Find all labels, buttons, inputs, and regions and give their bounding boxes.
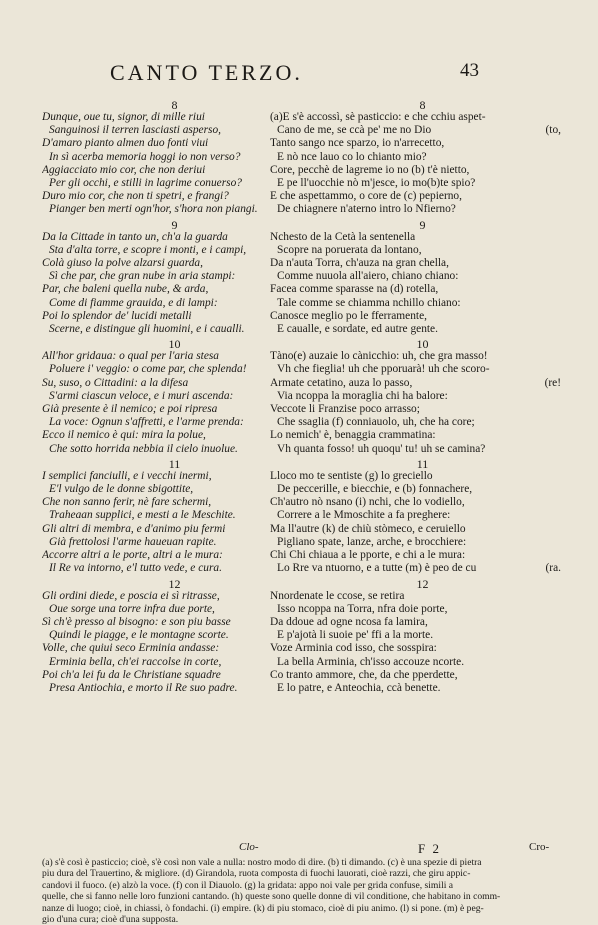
verse-line: Poluere i' veggio: o come par, che splenda!: [49, 363, 247, 376]
verse-line: Quindi le piagge, e le montagne scorte.: [49, 629, 229, 642]
page-number: 43: [460, 60, 479, 81]
verse-line: Duro mio cor, che non ti spetri, e frangi?: [42, 190, 229, 203]
verse-text: Canosce meglio po le fferramente,: [270, 309, 427, 322]
footnote-line: gio d'una cura; cioè d'una supposta.: [42, 914, 179, 925]
stanza: [270, 217, 565, 337]
verse-line: I semplici fanciulli, e i vecchi inermi,: [42, 469, 212, 482]
stanza: [270, 100, 565, 217]
verse-text: E nò nce lauo co lo chianto mio?: [277, 150, 427, 163]
stanza: [42, 339, 277, 456]
verse-line: Sì che par, che gran nube in aria stampi:: [49, 270, 236, 283]
verse-text: Lo nemich' è, benaggia crammatina:: [270, 429, 436, 442]
running-title: CANTO TERZO.: [110, 60, 303, 85]
verse-line: [270, 669, 565, 682]
verse-text: E caualle, e sordate, ed autre gente.: [277, 323, 438, 336]
verse-line: [270, 603, 565, 616]
verse-line: [270, 590, 565, 603]
verse-line: Già presente è il nemico; e poi ripresa: [42, 403, 218, 416]
verse-line: [270, 562, 565, 575]
footnote-line: nanze di luogo; cioè, in chiassi, ò fondachi. (i) empire. (k) di piu stomaco, cioè di piu animo. (l) si pone. (m) è peg-: [42, 902, 484, 914]
verse-line: Che non sanno ferir, nè fare schermi,: [42, 496, 212, 509]
verse-line: Presa Antiochia, e morto il Re suo padre.: [49, 681, 238, 694]
verse-line: [270, 377, 565, 390]
verse-line: Come di fiamme grauida, e di lampi:: [49, 296, 218, 309]
stanza-number: 11: [416, 456, 429, 471]
verse-text: Facea comme sparasse na (d) rotella,: [270, 283, 439, 296]
stanza: [42, 217, 277, 337]
verse-text: E che aspettammo, o core de (c) pepierno,: [270, 190, 462, 203]
footnote-line: candovi il fuoco. (e) alzò la voce. (f) con il Diauolo. (g) la gridata: appo noi vale per grida confuse, simili a: [42, 879, 454, 891]
verse-line: [270, 629, 565, 642]
verse-line: Sanguinosi il terren lasciasti asperso,: [49, 124, 222, 137]
stanza-number: 10: [168, 337, 181, 352]
verse-line: [270, 231, 565, 244]
stanza-number: 8: [171, 98, 178, 112]
verse-line: [270, 682, 565, 695]
verse-line: [270, 244, 565, 257]
stanza: [270, 576, 565, 696]
stanza: [42, 576, 277, 696]
verse-text: Nnordenate le ccose, se retira: [270, 589, 405, 602]
verse-line: Erminia bella, ch'ei raccolse in corte,: [49, 655, 222, 668]
verse-line: [270, 297, 565, 310]
catchword-left: Clo-: [239, 841, 259, 853]
stanza-number: 11: [168, 456, 181, 471]
verse-line: [270, 323, 565, 336]
verse-line: [270, 350, 565, 363]
verse-line: Ecco il nemico è qui: mira la polue,: [42, 429, 206, 442]
neapolitan-column: [270, 100, 565, 698]
verse-text: La bella Arminia, ch'isso accouze ncorte.: [277, 655, 465, 668]
signature-mark: F 2: [418, 841, 441, 856]
verse-line: [270, 390, 565, 403]
verse-line: [270, 177, 565, 190]
footnote-line: (a) s'è così è pasticcio; cioè, s'è così non vale a nulla: nostro modo di dire. (b) ti dimando. (c) è una spezie di pietra: [42, 857, 482, 868]
verse-line: [270, 363, 565, 376]
verse-line: Già frettolosi l'arme haueuan rapite.: [49, 535, 217, 548]
verse-line: La voce: Ognun s'affretti, e l'arme prenda:: [49, 416, 244, 429]
verse-line: [270, 124, 565, 137]
stanza-number: 12: [416, 576, 429, 591]
footnote-line: piu dura del Trauertino, & migliore. (d) Girandola, ruota composta di fuochi lauorati, cioè razzi, che giru appic-: [42, 868, 471, 880]
verse-line: [270, 283, 565, 296]
verse-text: De peccerille, e biecchie, e (b) fonnachere,: [277, 483, 473, 496]
verse-line: S'armi ciascun veloce, e i muri ascenda:: [49, 389, 234, 402]
verse-line: Poi lo splendor de' lucidi metalli: [42, 309, 192, 322]
verse-line: Su, suso, o Cittadini: a la difesa: [42, 376, 189, 389]
verse-line: [270, 416, 565, 429]
verse-text: Da ddoue ad ogne ncosa fa lamira,: [270, 615, 428, 628]
verse-line: [270, 111, 565, 124]
verse-line: All'hor gridaua: o qual per l'aria stesa: [42, 350, 219, 363]
verse-line: [270, 470, 565, 483]
stanza: [42, 456, 277, 576]
verse-line: [270, 270, 565, 283]
verse-text: (a)E s'è accossì, sè pasticcio: e che cchiu aspet-: [270, 111, 486, 123]
turnover-fragment: (ra.: [545, 562, 561, 575]
verse-line: Scerne, e distingue gli huomini, e i caualli.: [49, 323, 245, 336]
verse-text: E p'ajotà li suoie pe' ffi a la morte.: [277, 629, 434, 642]
verse-line: [270, 509, 565, 522]
verse-text: Tàno(e) auzaie lo cànicchio: uh, che gra masso!: [270, 350, 488, 363]
verse-text: De chiagnere n'aterno intro lo Nfierno?: [277, 203, 456, 216]
verse-line: Traheaan supplici, e mesti a le Meschite.: [49, 509, 236, 522]
verse-line: [270, 151, 565, 164]
verse-line: Aggiacciato mio cor, che non deriui: [42, 163, 206, 176]
verse-line: Poi ch'a lei fu da le Christiane squadre: [42, 668, 221, 681]
verse-line: [270, 523, 565, 536]
verse-line: Dunque, oue tu, signor, di mille riui: [42, 111, 205, 123]
verse-text: Vh che fieglia! uh che pporuarà! uh che scoro-: [277, 363, 490, 376]
verse-line: Par, che baleni quella nube, & arda,: [42, 283, 209, 296]
verse-text: E lo patre, e Anteochia, ccà benette.: [277, 681, 441, 694]
verse-line: Colà giuso la polve alzarsi guarda,: [42, 257, 203, 270]
stanza-number: 9: [171, 217, 178, 232]
verse-line: Che sotto horrida nebbia il cielo inuolue.: [49, 442, 238, 455]
verse-text: Isso ncoppa na Torra, nfra doie porte,: [277, 602, 448, 615]
verse-text: Cano de me, se ccà pe' me no Dio: [277, 124, 432, 137]
verse-line: Da la Cittade in tanto un, ch'a la guarda: [42, 230, 228, 243]
verse-line: Il Re va intorno, e'l tutto vede, e cura.: [49, 562, 222, 575]
verse-line: [270, 137, 565, 150]
verse-line: [270, 536, 565, 549]
verse-line: In sì acerba memoria hoggi io non verso?: [49, 150, 241, 163]
verse-text: Correre a le Mmoschite a fa preghere:: [277, 509, 451, 522]
verse-text: Co tranto ammore, che, da che pperdette,: [270, 668, 458, 681]
stanza: [42, 100, 277, 217]
verse-line: [270, 496, 565, 509]
verse-text: Scopre na poruerata da lontano,: [277, 243, 422, 256]
verse-line: Volle, che quiui seco Erminia andasse:: [42, 642, 220, 655]
catchword-right: Cro-: [529, 841, 550, 853]
verse-line: [270, 203, 565, 216]
verse-text: Da n'auta Torra, ch'auza na gran chella,: [270, 257, 449, 270]
stanza-number: 8: [419, 98, 426, 112]
verse-line: [270, 164, 565, 177]
verse-line: Gli altri di membra, e d'animo piu fermi: [42, 522, 226, 535]
verse-line: Sta d'alta torre, e scopre i monti, e i campi,: [49, 243, 247, 256]
verse-text: Lo Rre va ntuorno, e a tutte (m) è peo de cu: [277, 562, 477, 575]
verse-line: Accorre altri a le porte, altri a le mura:: [42, 549, 223, 562]
verse-line: [270, 642, 565, 655]
verse-line: Gli ordini diede, e poscia ei sì ritrasse,: [42, 589, 220, 602]
verse-text: Comme nuuola all'aiero, chiano chiano:: [277, 270, 459, 283]
verse-line: Oue sorge una torre infra due porte,: [49, 602, 215, 615]
footnotes: [42, 857, 562, 925]
verse-text: Vh quanta fosso! uh quoqu' tu! uh se camina?: [277, 442, 486, 455]
verse-line: [270, 257, 565, 270]
verse-text: Pigliano spate, lanze, arche, e brocchiere:: [277, 535, 467, 548]
turnover-fragment: (to,: [545, 124, 561, 137]
verse-line: [270, 429, 565, 442]
verse-text: Veccote li Franzise poco arrasso;: [270, 403, 420, 416]
stanza: [270, 456, 565, 576]
verse-text: Nchesto de la Cetà la sentenella: [270, 230, 416, 243]
verse-text: Core, pecchè de lagreme io no (b) t'è nietto,: [270, 163, 470, 176]
verse-line: Per gli occhi, e stilli in lagrime conuerso?: [49, 177, 242, 190]
verse-line: [270, 190, 565, 203]
stanza-number: 9: [419, 217, 426, 232]
verse-text: Via ncoppa la moraglia chi ha balore:: [277, 389, 448, 402]
verse-text: Lloco mo te sentiste (g) lo greciello: [270, 469, 433, 482]
verse-line: [270, 616, 565, 629]
italian-column: [42, 100, 277, 698]
verse-line: [270, 403, 565, 416]
verse-text: Tale comme se chiamma nchillo chiano:: [277, 296, 461, 309]
verse-text: Chi Chi chiaua a le pporte, e chi a le mura:: [270, 549, 466, 562]
verse-line: [270, 656, 565, 669]
verse-line: Sì ch'è presso al bisogno: e son piu basse: [42, 615, 231, 628]
verse-text: Voze Arminia cod isso, che sosspira:: [270, 642, 437, 655]
verse-line: Pianger ben merti ogn'hor, s'hora non piangi.: [49, 203, 258, 216]
turnover-fragment: (re!: [544, 376, 561, 389]
footnote-line: quelle, che si fanno nelle loro funzioni cantando. (h) queste sono quelle donne di vil conditione, che habitano in comm-: [42, 891, 501, 903]
verse-line: [270, 443, 565, 456]
verse-text: Che ssaglia (f) conniauolo, uh, che ha core;: [277, 416, 475, 429]
verse-line: E'l vulgo de le donne sbigottite,: [49, 483, 194, 496]
verse-text: Ch'autro nò nsano (i) nchi, che lo vodiello,: [270, 496, 465, 509]
verse-text: Ma ll'autre (k) de chiù stòmeco, e ceruiello: [270, 522, 466, 535]
verse-line: D'amaro pianto almen duo fonti viui: [42, 137, 209, 150]
verse-text: Tanto sango nce sparzo, io n'arrecetto,: [270, 137, 445, 150]
verse-line: [270, 549, 565, 562]
verse-line: [270, 483, 565, 496]
verse-line: [270, 310, 565, 323]
stanza-number: 12: [168, 576, 181, 591]
verse-text: Armate cetatino, auza lo passo,: [270, 376, 413, 389]
stanza-number: 10: [416, 337, 429, 352]
stanza: [270, 339, 565, 456]
verse-text: E pe ll'uocchie nò m'jesce, io mo(b)te spio?: [277, 177, 476, 190]
